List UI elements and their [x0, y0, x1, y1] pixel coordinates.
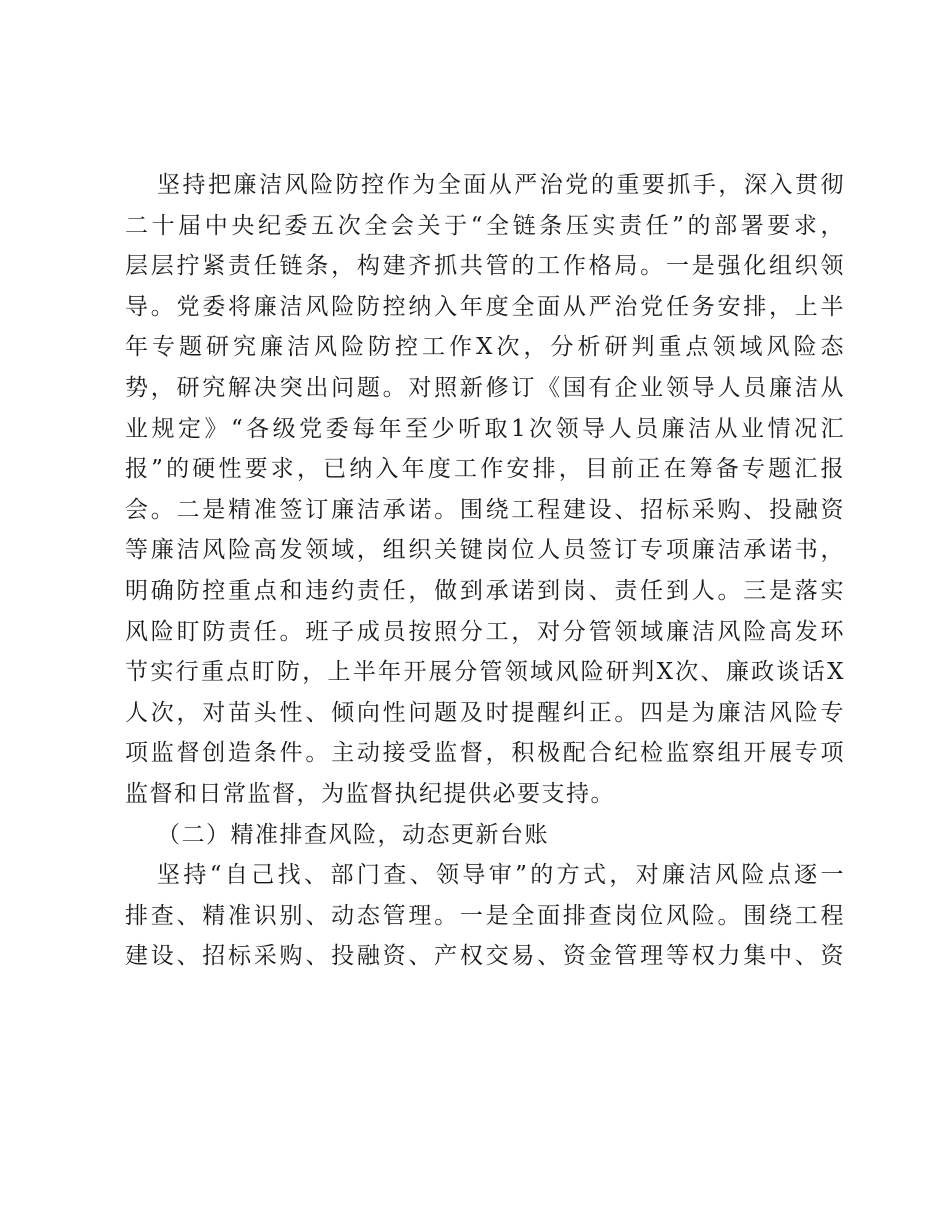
paragraph-line: 等廉洁风险高发领域，组织关键岗位人员签订专项廉洁承诺书， [125, 537, 845, 564]
section-heading: （二）精准排查风险，动态更新台账 [157, 821, 549, 848]
body-text [125, 165, 845, 977]
paragraph-line: 坚持把廉洁风险防控作为全面从严治党的重要抓手，深入贯彻 [157, 172, 845, 198]
paragraph-line: 势，研究解决突出问题。对照新修订《国有企业领导人员廉洁从 [125, 374, 845, 401]
paragraph-line: 会。二是精准签订廉洁承诺。围绕工程建设、招标采购、投融资 [125, 496, 845, 523]
paragraph-line: 导。党委将廉洁风险防控纳入年度全面从严治党任务安排，上半 [125, 293, 845, 320]
paragraph-line: 二十届中央纪委五次全会关于“全链条压实责任”的部署要求， [125, 212, 845, 239]
paragraph-line: 建设、招标采购、投融资、产权交易、资金管理等权力集中、资 [125, 943, 845, 970]
paragraph-line: 明确防控重点和违约责任，做到承诺到岗、责任到人。三是落实 [125, 577, 845, 604]
paragraph-line: 年专题研究廉洁风险防控工作X次，分析研判重点领域风险态 [125, 334, 845, 361]
paragraph-line: 报”的硬性要求，已纳入年度工作安排，目前正在筹备专题汇报 [125, 456, 845, 483]
paragraph-line: 项监督创造条件。主动接受监督，积极配合纪检监察组开展专项 [125, 740, 845, 767]
paragraph-line: 人次，对苗头性、倾向性问题及时提醒纠正。四是为廉洁风险专 [125, 699, 845, 726]
paragraph-line: 监督和日常监督，为监督执纪提供必要支持。 [125, 780, 615, 807]
paragraph-line: 层层拧紧责任链条，构建齐抓共管的工作格局。一是强化组织领 [125, 253, 845, 280]
paragraph-line: 排查、精准识别、动态管理。一是全面排查岗位风险。围绕工程 [125, 902, 845, 929]
paragraph-line: 节实行重点盯防，上半年开展分管领域风险研判X次、廉政谈话X [125, 659, 845, 686]
paragraph-line: 坚持“自己找、部门查、领导审”的方式，对廉洁风险点逐一 [157, 862, 845, 889]
paragraph-line: 业规定》“各级党委每年至少听取1次领导人员廉洁从业情况汇 [125, 415, 845, 442]
paragraph-line: 风险盯防责任。班子成员按照分工，对分管领域廉洁风险高发环 [125, 618, 845, 645]
